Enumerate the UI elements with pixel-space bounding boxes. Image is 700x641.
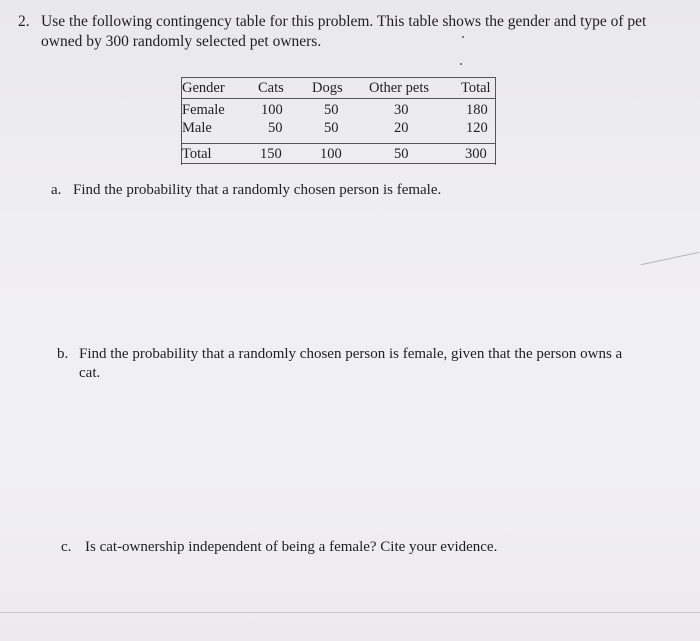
ink-dot	[462, 36, 464, 38]
cell-female-other: 30	[394, 102, 409, 118]
row-label-male: Male	[182, 120, 212, 136]
cell-male-cats: 50	[268, 120, 283, 136]
header-other-pets: Other pets	[369, 80, 429, 96]
total-bottom-divider	[181, 163, 496, 164]
ink-dot	[460, 63, 462, 65]
cell-female-cats: 100	[261, 102, 283, 118]
row-label-total: Total	[182, 146, 212, 162]
cell-female-dogs: 50	[324, 102, 339, 118]
header-gender: Gender	[182, 80, 225, 96]
pen-scratch	[641, 252, 700, 265]
part-c	[61, 538, 621, 557]
cell-male-dogs: 50	[324, 120, 339, 136]
question-text: Use the following contingency table for this problem. This table shows the gender and type of pet owned by 300 randomly selected pet owners.	[41, 13, 647, 50]
question-prompt	[18, 12, 658, 52]
header-divider	[181, 98, 496, 99]
cell-male-total: 120	[466, 120, 488, 136]
part-b	[57, 345, 632, 383]
row-label-female: Female	[182, 102, 225, 118]
part-b-label: b.	[57, 346, 69, 362]
table-top-border	[181, 77, 496, 78]
part-b-text: Find the probability that a randomly chosen person is female, given that the person owns a cat.	[79, 346, 623, 381]
cell-total-cats: 150	[260, 146, 282, 162]
header-total: Total	[461, 80, 491, 96]
cell-total-other: 50	[394, 146, 409, 162]
cell-total-total: 300	[465, 146, 487, 162]
table-right-border	[495, 77, 496, 165]
table-left-border	[181, 77, 182, 165]
part-a	[51, 181, 611, 200]
part-c-label: c.	[61, 539, 72, 555]
page-edge-line	[0, 612, 700, 613]
contingency-table	[181, 77, 496, 165]
header-cats: Cats	[258, 80, 284, 96]
cell-female-total: 180	[466, 102, 488, 118]
header-dogs: Dogs	[312, 80, 343, 96]
question-number: 2.	[18, 13, 30, 30]
part-a-text: Find the probability that a randomly chosen person is female.	[73, 182, 442, 198]
cell-total-dogs: 100	[320, 146, 342, 162]
part-c-text: Is cat-ownership independent of being a female? Cite your evidence.	[85, 539, 498, 555]
total-top-divider	[181, 143, 496, 144]
cell-male-other: 20	[394, 120, 409, 136]
part-a-label: a.	[51, 182, 62, 198]
